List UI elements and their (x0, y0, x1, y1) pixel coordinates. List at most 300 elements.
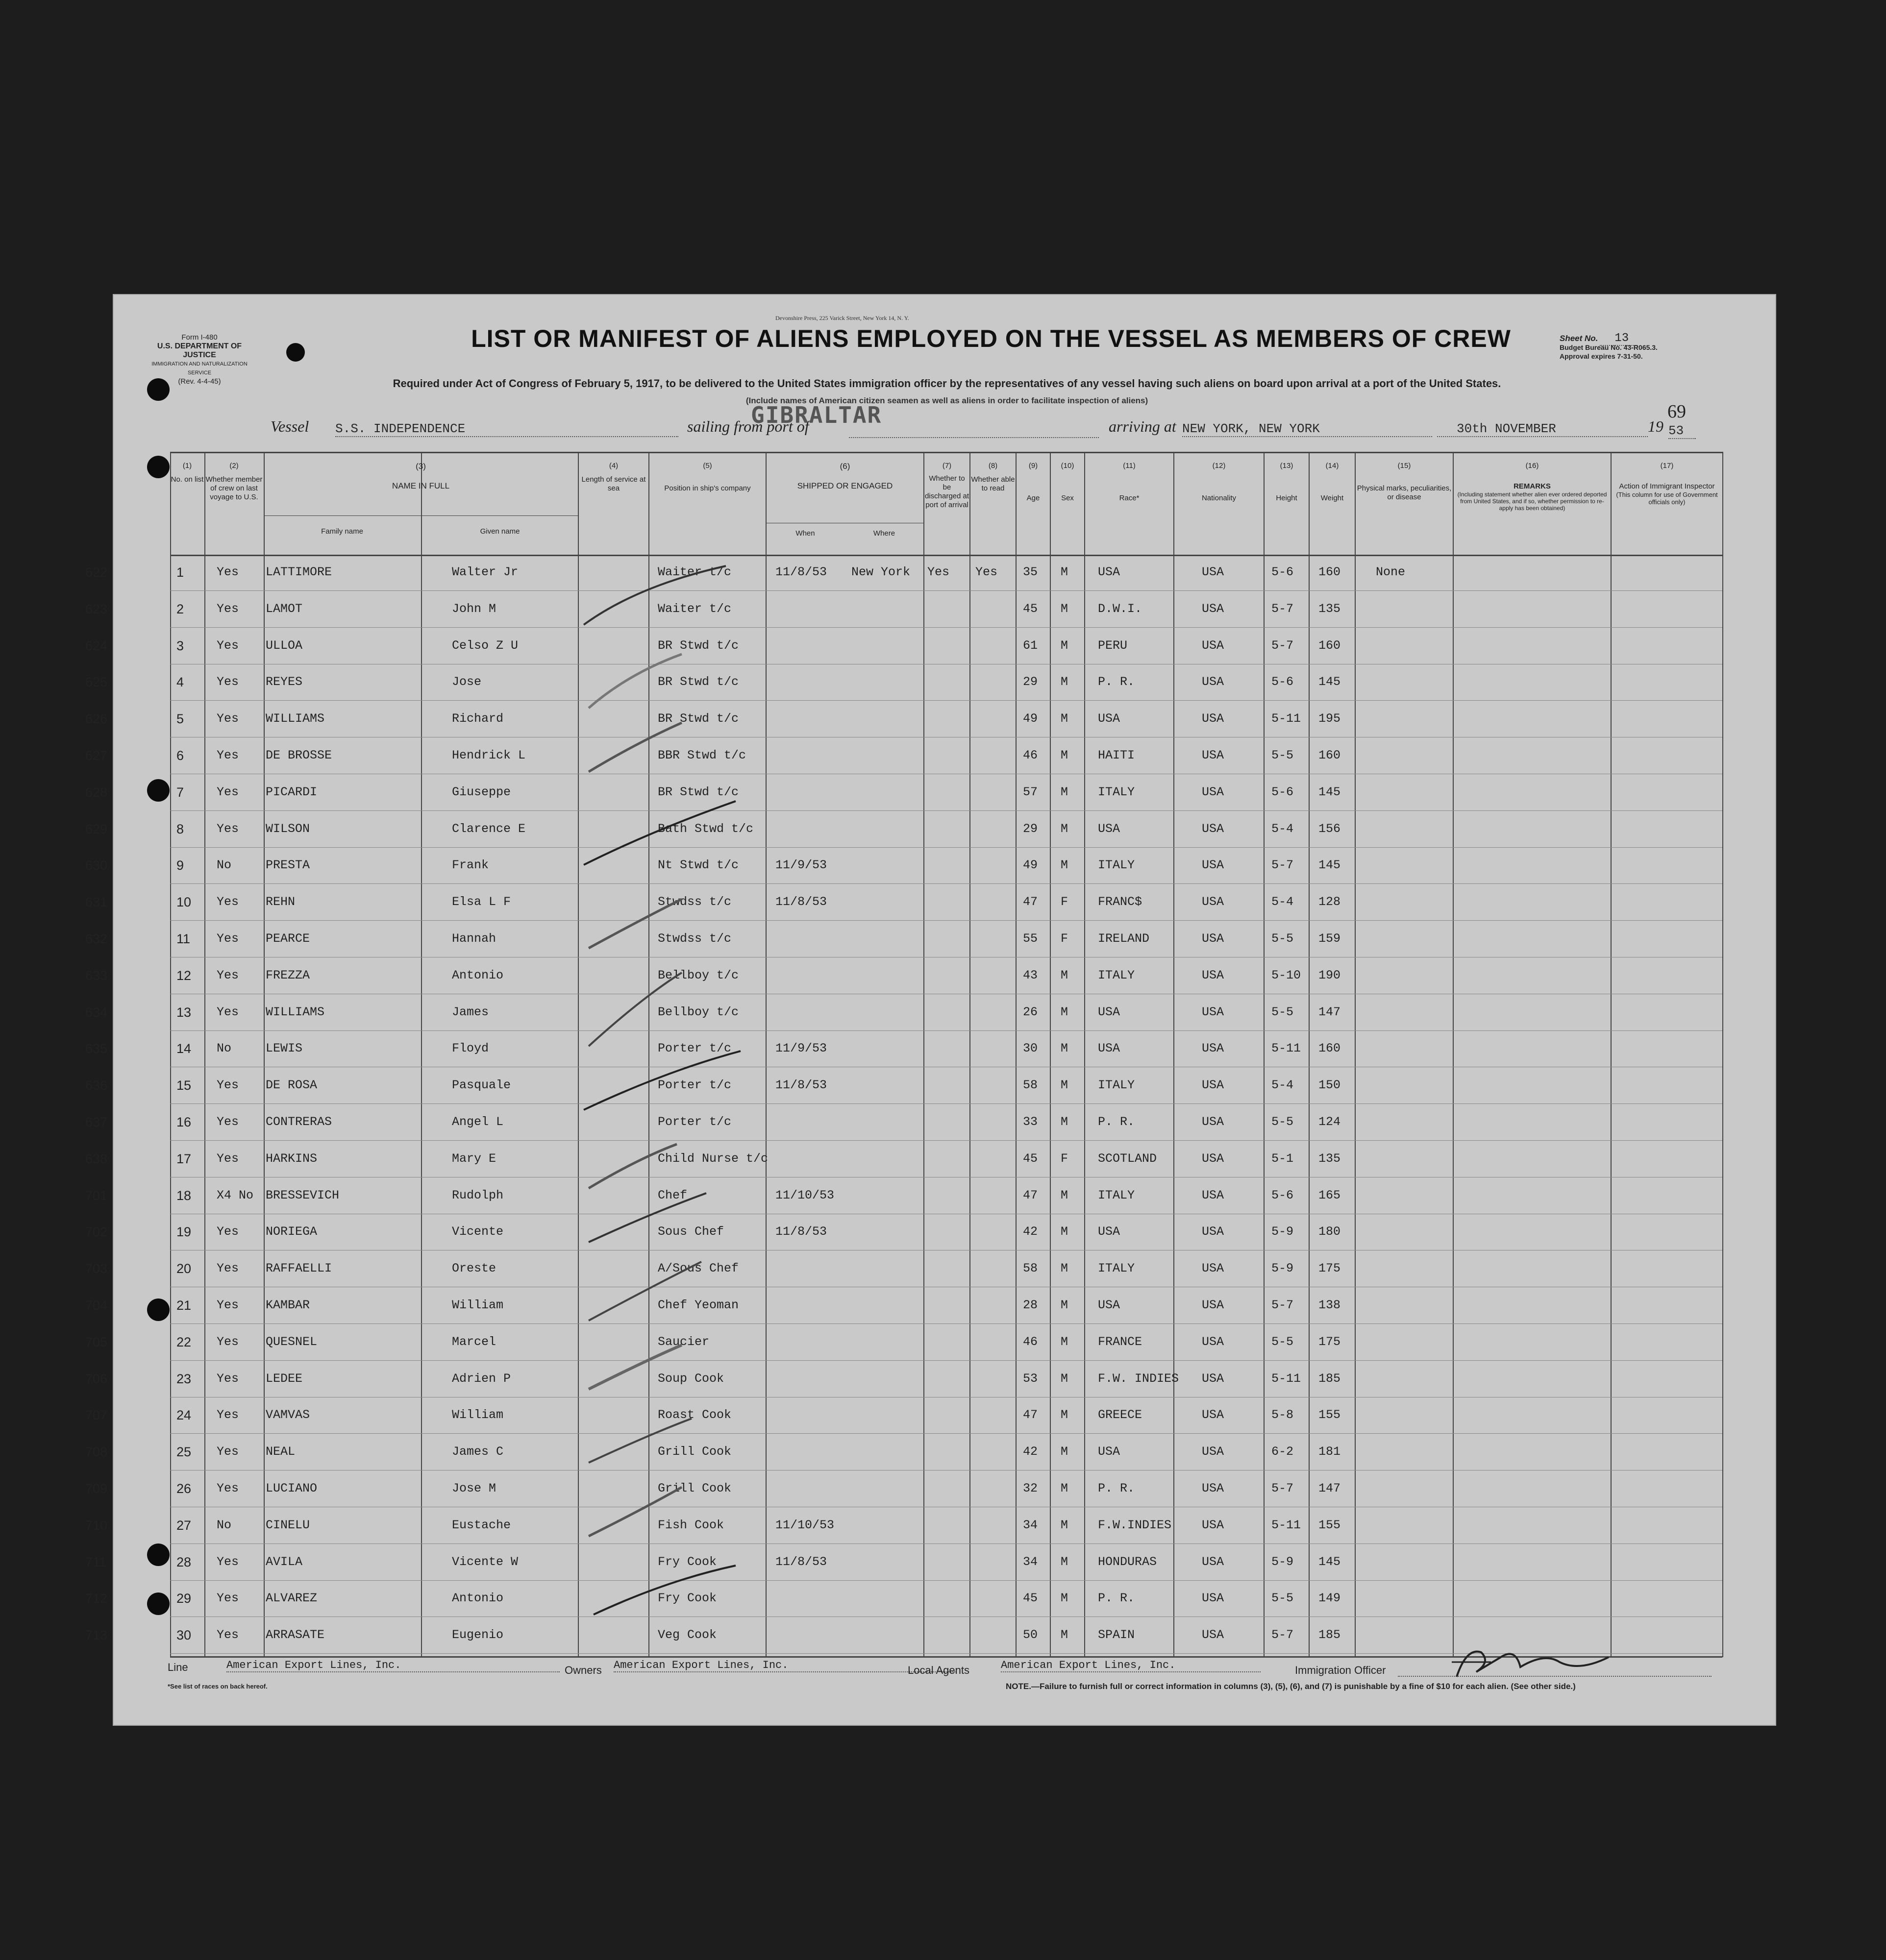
row-given-name: Marcel (452, 1334, 496, 1349)
row-age: 53 (1023, 1371, 1038, 1386)
column-rule (1050, 452, 1051, 1657)
row-number: 18 (176, 1188, 192, 1203)
row-age: 45 (1023, 1591, 1038, 1606)
row-race: F.W.INDIES (1098, 1518, 1172, 1532)
row-number: 16 (176, 1115, 192, 1129)
row-height: 5-11 (1271, 1518, 1301, 1532)
row-age: 49 (1023, 711, 1038, 726)
row-number: 12 (176, 968, 192, 983)
row-weight: 160 (1318, 1041, 1341, 1056)
row-position: Child Nurse t/c (658, 1151, 769, 1166)
row-given-name: Antonio (452, 1591, 504, 1606)
row-weight: 181 (1318, 1445, 1341, 1459)
row-weight: 165 (1318, 1188, 1341, 1202)
row-position: Waiter t/c (658, 565, 732, 579)
row-height: 5-9 (1271, 1554, 1294, 1569)
row-position: Fry Cook (658, 1591, 717, 1606)
col-8-header: (8) Whether able to read (971, 462, 1015, 492)
row-height: 5-4 (1271, 821, 1294, 836)
approval-expiry: Approval expires 7-31-50. (1560, 352, 1643, 360)
row-list-ref: 703 (85, 1261, 108, 1276)
row-race: ITALY (1098, 1261, 1135, 1276)
row-sex: M (1061, 1078, 1068, 1093)
column-rule (1453, 452, 1454, 1657)
row-sex: M (1061, 1371, 1068, 1386)
row-sex: M (1061, 1591, 1068, 1606)
column-rule (1264, 452, 1265, 1657)
row-sex: M (1061, 858, 1068, 873)
row-rule (170, 810, 1722, 811)
row-rule (170, 1103, 1722, 1104)
row-height: 5-5 (1271, 931, 1294, 946)
row-age: 34 (1023, 1518, 1038, 1532)
row-nationality: USA (1202, 1004, 1224, 1019)
row-given-name: Vicente (452, 1225, 504, 1239)
row-position: Grill Cook (658, 1445, 732, 1459)
column-rule (1722, 452, 1723, 1657)
row-discharged: Yes (927, 565, 950, 579)
row-given-name: Giuseppe (452, 784, 511, 799)
row-crew-last-voyage: Yes (217, 895, 239, 909)
line-name: American Export Lines, Inc. (226, 1659, 560, 1672)
row-number: 8 (176, 821, 184, 836)
row-nationality: USA (1202, 821, 1224, 836)
officer-label: Immigration Officer (1295, 1664, 1386, 1676)
column-rule (170, 452, 171, 1657)
row-sex: M (1061, 784, 1068, 799)
vessel-name: S.S. INDEPENDENCE (335, 421, 678, 437)
row-weight: 185 (1318, 1628, 1341, 1642)
row-list-ref: 711 (85, 1554, 107, 1569)
port-stamp: GIBRALTAR (751, 402, 882, 428)
row-race: ITALY (1098, 858, 1135, 873)
row-sex: M (1061, 638, 1068, 653)
row-height: 5-11 (1271, 1041, 1301, 1056)
row-race: P. R. (1098, 1591, 1135, 1606)
column-rule (1309, 452, 1310, 1657)
row-family-name: ULLOA (266, 638, 303, 653)
row-crew-last-voyage: Yes (217, 565, 239, 579)
page-number: 69 (1667, 401, 1686, 422)
row-position: Soup Cook (658, 1371, 724, 1386)
year-prefix: 19 (1648, 417, 1663, 435)
row-weight: 160 (1318, 748, 1341, 762)
row-list-ref: 624 (85, 638, 108, 653)
col-7-header: (7) Whether to be discharged at port of arrival (924, 462, 969, 509)
row-given-name: Rudolph (452, 1188, 504, 1202)
column-rule (1173, 452, 1174, 1657)
row-weight: 155 (1318, 1518, 1341, 1532)
row-nationality: USA (1202, 968, 1224, 982)
row-nationality: USA (1202, 1445, 1224, 1459)
department-name: U.S. DEPARTMENT OF JUSTICE (157, 342, 242, 359)
row-family-name: PEARCE (266, 931, 310, 946)
col-3-header: (3) NAME IN FULL (392, 462, 450, 490)
row-weight: 156 (1318, 821, 1341, 836)
row-age: 47 (1023, 1408, 1038, 1422)
row-weight: 175 (1318, 1334, 1341, 1349)
row-sex: M (1061, 1334, 1068, 1349)
row-family-name: DE ROSA (266, 1078, 318, 1093)
row-height: 5-11 (1271, 1371, 1301, 1386)
row-nationality: USA (1202, 1628, 1224, 1642)
row-race: USA (1098, 565, 1120, 579)
row-given-name: John M (452, 601, 496, 616)
row-given-name: Antonio (452, 968, 504, 982)
row-family-name: VAMVAS (266, 1408, 310, 1422)
column-rule (204, 452, 205, 1657)
row-rule (170, 883, 1722, 884)
row-height: 5-5 (1271, 1334, 1294, 1349)
row-list-ref: 710 (85, 1518, 108, 1533)
row-family-name: LEWIS (266, 1041, 303, 1056)
row-list-ref: 713 (85, 1628, 108, 1643)
row-age: 33 (1023, 1115, 1038, 1129)
row-weight: 147 (1318, 1004, 1341, 1019)
row-number: 25 (176, 1445, 192, 1460)
row-nationality: USA (1202, 1041, 1224, 1056)
row-age: 55 (1023, 931, 1038, 946)
row-family-name: REYES (266, 675, 303, 689)
col-5-header: (5) Position in ship's company (664, 462, 751, 492)
vessel-label: Vessel (271, 417, 309, 435)
manifest-sheet (85, 295, 1775, 1725)
row-shipped-when: 11/8/53 (775, 1225, 827, 1239)
row-position: Roast Cook (658, 1408, 732, 1422)
row-position: BR Stwd t/c (658, 675, 739, 689)
row-nationality: USA (1202, 1298, 1224, 1312)
row-weight: 147 (1318, 1481, 1341, 1495)
row-position: Waiter t/c (658, 601, 732, 616)
row-rule (170, 1323, 1722, 1324)
name-subheader-rule (264, 515, 578, 516)
row-family-name: PICARDI (266, 784, 318, 799)
row-crew-last-voyage: Yes (217, 1078, 239, 1093)
row-weight: 160 (1318, 565, 1341, 579)
row-height: 5-7 (1271, 638, 1294, 653)
row-shipped-when: 11/9/53 (775, 858, 827, 873)
col-9-header: (9) Age (1026, 462, 1040, 502)
row-race: PERU (1098, 638, 1128, 653)
row-list-ref: 706 (85, 1371, 108, 1386)
row-nationality: USA (1202, 601, 1224, 616)
row-list-ref: 635 (85, 1041, 108, 1056)
row-weight: 185 (1318, 1371, 1341, 1386)
row-list-ref: 629 (85, 821, 108, 836)
row-given-name: Oreste (452, 1261, 496, 1276)
row-rule (170, 1580, 1722, 1581)
given-name-header: Given name (480, 527, 520, 536)
row-crew-last-voyage: Yes (217, 1445, 239, 1459)
sheet-block (1560, 334, 1707, 361)
table-top-rule (170, 452, 1722, 453)
row-weight: 160 (1318, 638, 1341, 653)
row-family-name: LUCIANO (266, 1481, 318, 1495)
row-given-name: Pasquale (452, 1078, 511, 1093)
col-6-header: (6) SHIPPED OR ENGAGED (797, 462, 893, 490)
document-subtitle: Required under Act of Congress of February 5, 1917, to be delivered to the United States immigration officer by the representatives of any vessel having such aliens on board upon arrival at a port of the United States. (393, 377, 1501, 390)
row-list-ref: 622 (85, 565, 108, 580)
row-height: 5-11 (1271, 711, 1301, 726)
row-weight: 149 (1318, 1591, 1341, 1606)
row-family-name: NORIEGA (266, 1225, 318, 1239)
row-crew-last-voyage: No (217, 1041, 232, 1056)
row-nationality: USA (1202, 1554, 1224, 1569)
row-given-name: Floyd (452, 1041, 489, 1056)
row-number: 30 (176, 1628, 192, 1643)
row-crew-last-voyage: No (217, 1518, 232, 1532)
row-sex: M (1061, 1518, 1068, 1532)
row-family-name: ARRASATE (266, 1628, 325, 1642)
row-family-name: WILLIAMS (266, 711, 325, 726)
row-shipped-when: 11/8/53 (775, 1078, 827, 1093)
line-label: Line (168, 1661, 188, 1673)
row-sex: M (1061, 1445, 1068, 1459)
row-nationality: USA (1202, 1225, 1224, 1239)
row-crew-last-voyage: No (217, 858, 232, 873)
row-race: USA (1098, 711, 1120, 726)
row-number: 22 (176, 1334, 192, 1349)
row-nationality: USA (1202, 858, 1224, 873)
row-list-ref: 705 (85, 1334, 108, 1349)
row-shipped-when: 11/9/53 (775, 1041, 827, 1056)
row-nationality: USA (1202, 1261, 1224, 1276)
row-nationality: USA (1202, 1591, 1224, 1606)
row-position: Fish Cook (658, 1518, 724, 1532)
row-list-ref: 634 (85, 1004, 108, 1020)
row-given-name: Frank (452, 858, 489, 873)
row-crew-last-voyage: X4 No (217, 1188, 254, 1202)
row-number: 29 (176, 1591, 192, 1606)
row-sex: M (1061, 1481, 1068, 1495)
row-position: Bath Stwd t/c (658, 821, 754, 836)
col-17-header: (17) Action of Immigrant Inspector (This column for use of Government officials only) (1616, 462, 1718, 506)
column-rule (1016, 452, 1017, 1657)
row-rule (170, 590, 1722, 591)
col-11-header: (11) Race* (1119, 462, 1140, 502)
row-family-name: WILLIAMS (266, 1004, 325, 1019)
row-sex: M (1061, 675, 1068, 689)
row-number: 4 (176, 675, 184, 690)
row-position: Veg Cook (658, 1628, 717, 1642)
row-age: 32 (1023, 1481, 1038, 1495)
row-height: 5-5 (1271, 1591, 1294, 1606)
row-sex: M (1061, 1188, 1068, 1202)
races-note: *See list of races on back hereof. (168, 1683, 268, 1690)
row-list-ref: 636 (85, 1078, 108, 1093)
agents-name: American Export Lines, Inc. (1001, 1659, 1261, 1672)
row-number: 15 (176, 1078, 192, 1093)
row-nationality: USA (1202, 1518, 1224, 1532)
row-age: 35 (1023, 565, 1038, 579)
col-2-header: (2) Whether member of crew on last voyage to U.S. (205, 462, 263, 501)
punch-hole (147, 456, 170, 478)
row-position: BR Stwd t/c (658, 638, 739, 653)
row-list-ref: 627 (85, 748, 108, 763)
row-position: BBR Stwd t/c (658, 748, 746, 762)
row-list-ref: 628 (85, 784, 108, 800)
row-race: GREECE (1098, 1408, 1142, 1422)
row-crew-last-voyage: Yes (217, 1628, 239, 1642)
row-nationality: USA (1202, 638, 1224, 653)
row-sex: M (1061, 968, 1068, 982)
row-height: 5-6 (1271, 784, 1294, 799)
row-height: 5-5 (1271, 748, 1294, 762)
row-crew-last-voyage: Yes (217, 968, 239, 982)
col-15-header: (15) Physical marks, peculiarities, or disease (1357, 462, 1452, 501)
row-race: USA (1098, 821, 1120, 836)
row-family-name: NEAL (266, 1445, 296, 1459)
row-crew-last-voyage: Yes (217, 1225, 239, 1239)
row-sex: M (1061, 711, 1068, 726)
row-weight: 155 (1318, 1408, 1341, 1422)
row-family-name: CONTRERAS (266, 1115, 332, 1129)
row-position: Chef (658, 1188, 688, 1202)
owners-name: American Export Lines, Inc. (614, 1659, 957, 1672)
row-able-to-read: Yes (975, 565, 998, 579)
row-sex: M (1061, 1261, 1068, 1276)
row-number: 27 (176, 1518, 192, 1533)
row-number: 23 (176, 1371, 192, 1386)
row-race: ITALY (1098, 1188, 1135, 1202)
row-sex: M (1061, 748, 1068, 762)
row-age: 50 (1023, 1628, 1038, 1642)
row-race: ITALY (1098, 968, 1135, 982)
row-height: 5-9 (1271, 1225, 1294, 1239)
row-sex: F (1061, 931, 1068, 946)
punch-hole (147, 1592, 170, 1615)
row-crew-last-voyage: Yes (217, 1371, 239, 1386)
row-nationality: USA (1202, 1481, 1224, 1495)
row-rule (170, 1360, 1722, 1361)
row-rule (170, 1433, 1722, 1434)
row-race: USA (1098, 1298, 1120, 1312)
row-position: Porter t/c (658, 1078, 732, 1093)
row-weight: 145 (1318, 675, 1341, 689)
row-number: 1 (176, 565, 184, 580)
row-height: 5-9 (1271, 1261, 1294, 1276)
row-nationality: USA (1202, 895, 1224, 909)
arrival-port: NEW YORK, NEW YORK (1182, 421, 1432, 437)
row-family-name: LAMOT (266, 601, 303, 616)
row-list-ref: 631 (85, 895, 108, 910)
row-race: FRANCE (1098, 1334, 1142, 1349)
row-weight: 190 (1318, 968, 1341, 982)
row-nationality: USA (1202, 565, 1224, 579)
row-position: Sous Chef (658, 1225, 724, 1239)
row-number: 10 (176, 895, 192, 910)
shipped-where-header: Where (873, 529, 895, 538)
row-crew-last-voyage: Yes (217, 711, 239, 726)
row-given-name: Adrien P (452, 1371, 511, 1386)
row-list-ref: 625 (85, 675, 108, 690)
row-family-name: KAMBAR (266, 1298, 310, 1312)
row-number: 19 (176, 1225, 192, 1240)
row-shipped-when: 11/8/53 (775, 1554, 827, 1569)
row-family-name: LEDEE (266, 1371, 303, 1386)
row-age: 49 (1023, 858, 1038, 873)
row-given-name: Jose (452, 675, 482, 689)
row-given-name: Clarence E (452, 821, 526, 836)
sailing-label: sailing from port of (687, 417, 809, 435)
row-height: 5-7 (1271, 1298, 1294, 1312)
row-given-name: Walter Jr (452, 565, 519, 579)
row-number: 20 (176, 1261, 192, 1276)
row-given-name: Richard (452, 711, 504, 726)
row-physical-marks: None (1376, 565, 1406, 579)
row-list-ref: 712 (85, 1591, 108, 1606)
col-13-header: (13) Height (1276, 462, 1297, 502)
row-weight: 145 (1318, 784, 1341, 799)
row-height: 5-4 (1271, 1078, 1294, 1093)
row-list-ref: 633 (85, 968, 108, 983)
punch-hole (147, 1544, 170, 1566)
row-given-name: Hannah (452, 931, 496, 946)
row-crew-last-voyage: Yes (217, 1151, 239, 1166)
row-number: 6 (176, 748, 184, 763)
agents-label: Local Agents (908, 1664, 969, 1676)
row-number: 26 (176, 1481, 192, 1496)
row-position: A/Sous Chef (658, 1261, 739, 1276)
row-weight: 145 (1318, 1554, 1341, 1569)
row-position: Saucier (658, 1334, 710, 1349)
row-family-name: QUESNEL (266, 1334, 318, 1349)
row-crew-last-voyage: Yes (217, 1261, 239, 1276)
row-list-ref: 708 (85, 1445, 108, 1460)
row-height: 5-6 (1271, 1188, 1294, 1202)
printer-credit: Devonshire Press, 225 Varick Street, New York 14, N. Y. (775, 315, 909, 321)
row-race: USA (1098, 1225, 1120, 1239)
row-rule (170, 920, 1722, 921)
row-list-ref: 709 (85, 1481, 108, 1496)
row-position: BR Stwd t/c (658, 711, 739, 726)
row-rule (170, 847, 1722, 848)
row-age: 29 (1023, 821, 1038, 836)
row-family-name: REHN (266, 895, 296, 909)
row-weight: 150 (1318, 1078, 1341, 1093)
col-1-header: (1) No. on list (171, 462, 204, 484)
row-given-name: Vicente W (452, 1554, 519, 1569)
row-age: 29 (1023, 675, 1038, 689)
column-rule (969, 452, 970, 1657)
row-weight: 159 (1318, 931, 1341, 946)
row-race: HONDURAS (1098, 1554, 1157, 1569)
row-number: 11 (176, 931, 191, 946)
row-number: 9 (176, 858, 184, 873)
col-14-header: (14) Weight (1320, 462, 1344, 502)
row-race: SCOTLAND (1098, 1151, 1157, 1166)
row-weight: 128 (1318, 895, 1341, 909)
row-crew-last-voyage: Yes (217, 748, 239, 762)
row-nationality: USA (1202, 1188, 1224, 1202)
document-title: LIST OR MANIFEST OF ALIENS EMPLOYED ON THE VESSEL AS MEMBERS OF CREW (471, 325, 1511, 352)
row-height: 5-4 (1271, 895, 1294, 909)
column-rule (1355, 452, 1356, 1657)
header-bottom-rule (170, 555, 1722, 556)
col-4-header: (4) Length of service at sea (581, 462, 646, 492)
row-nationality: USA (1202, 1408, 1224, 1422)
row-position: Bellboy t/c (658, 1004, 739, 1019)
punch-hole (147, 378, 170, 401)
row-crew-last-voyage: Yes (217, 931, 239, 946)
row-weight: 135 (1318, 601, 1341, 616)
row-crew-last-voyage: Yes (217, 1408, 239, 1422)
row-age: 46 (1023, 748, 1038, 762)
row-family-name: LATTIMORE (266, 565, 332, 579)
row-sex: M (1061, 1298, 1068, 1312)
row-height: 5-7 (1271, 1628, 1294, 1642)
row-given-name: James C (452, 1445, 504, 1459)
